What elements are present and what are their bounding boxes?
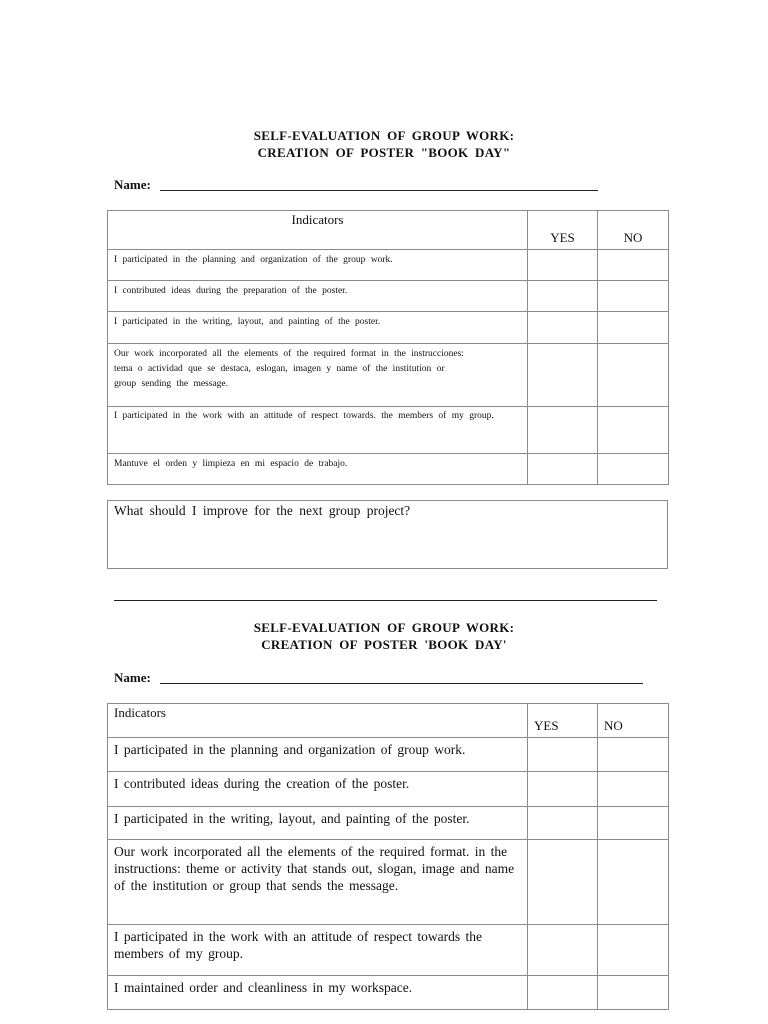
indicator-text: Our work incorporated all the elements of the required format in the instrucciones: tema o actividad que se destaca, eslogan, imagen y name of the institution or group sending the message.: [108, 344, 528, 407]
table-row: [108, 407, 669, 454]
table-header-row: [108, 704, 669, 738]
table-row: [108, 738, 669, 772]
yes-cell[interactable]: [528, 772, 598, 807]
indicator-text: I participated in the planning and organization of group work.: [108, 738, 528, 772]
table-row: [108, 772, 669, 807]
no-cell[interactable]: [598, 976, 669, 1010]
header-yes: YES: [528, 211, 598, 250]
yes-cell[interactable]: [528, 281, 598, 312]
table-header-row: [108, 211, 669, 250]
yes-cell[interactable]: [528, 344, 598, 407]
no-cell[interactable]: [598, 250, 669, 281]
header-no: NO: [598, 211, 669, 250]
cut-line-divider: [114, 600, 657, 601]
header-indicators: Indicators: [108, 211, 528, 250]
yes-cell[interactable]: [528, 407, 598, 454]
indicator-text: I maintained order and cleanliness in my workspace.: [108, 976, 528, 1010]
table-row: [108, 344, 669, 407]
yes-cell[interactable]: [528, 925, 598, 976]
no-cell[interactable]: [598, 738, 669, 772]
no-cell[interactable]: [598, 840, 669, 925]
no-cell[interactable]: [598, 925, 669, 976]
form2-name-label: Name:: [114, 670, 151, 685]
form2-title-line1: SELF-EVALUATION OF GROUP WORK:: [253, 620, 515, 635]
indicator-text: I contributed ideas during the creation of the poster.: [108, 772, 528, 807]
form1-evaluation-table: [107, 210, 669, 485]
indicator-text: Mantuve el orden y limpieza en mi espacio de trabajo.: [108, 454, 528, 485]
no-cell[interactable]: [598, 281, 669, 312]
form1-name-label: Name:: [114, 177, 151, 192]
yes-cell[interactable]: [528, 807, 598, 840]
form2-title-line2: CREATION OF POSTER 'BOOK DAY': [261, 637, 507, 652]
no-cell[interactable]: [598, 407, 669, 454]
no-cell[interactable]: [598, 772, 669, 807]
table-row: [108, 454, 669, 485]
indicator-text: I contributed ideas during the preparation of the poster.: [108, 281, 528, 312]
indicator-text: I participated in the writing, layout, and painting of the poster.: [108, 807, 528, 840]
indicator-text: I participated in the work with an attitude of respect towards the members of my group.: [108, 925, 528, 976]
table-row: [108, 281, 669, 312]
improvement-question-box[interactable]: [107, 500, 668, 569]
yes-cell[interactable]: [528, 976, 598, 1010]
yes-cell[interactable]: [528, 738, 598, 772]
indicator-text: I participated in the work with an attitude of respect towards. the members of my group.: [108, 407, 528, 454]
table-row: [108, 840, 669, 925]
form1-title-line2: CREATION OF POSTER "BOOK DAY": [257, 145, 511, 160]
no-cell[interactable]: [598, 807, 669, 840]
yes-cell[interactable]: [528, 250, 598, 281]
table-row: [108, 312, 669, 344]
header-indicators: Indicators: [108, 704, 528, 738]
improvement-question: What should I improve for the next group project?: [114, 503, 411, 518]
form1-name-field[interactable]: [160, 190, 598, 191]
no-cell[interactable]: [598, 454, 669, 485]
form2-name-field[interactable]: [160, 683, 643, 684]
yes-cell[interactable]: [528, 454, 598, 485]
indicator-text: I participated in the planning and organization of the group work.: [108, 250, 528, 281]
table-row: [108, 925, 669, 976]
table-row: [108, 250, 669, 281]
no-cell[interactable]: [598, 344, 669, 407]
table-row: [108, 807, 669, 840]
yes-cell[interactable]: [528, 840, 598, 925]
indicator-text: Our work incorporated all the elements of the required format. in the instructions: theme or activity that stands out, slogan, image and name of the institution or group that sends the message.: [108, 840, 528, 925]
table-row: [108, 976, 669, 1010]
header-yes: YES: [528, 704, 598, 738]
header-no: NO: [598, 704, 669, 738]
indicator-text: I participated in the writing, layout, and painting of the poster.: [108, 312, 528, 344]
yes-cell[interactable]: [528, 312, 598, 344]
no-cell[interactable]: [598, 312, 669, 344]
form1-title-line1: SELF-EVALUATION OF GROUP WORK:: [253, 128, 515, 143]
form2-evaluation-table: [107, 703, 669, 1010]
